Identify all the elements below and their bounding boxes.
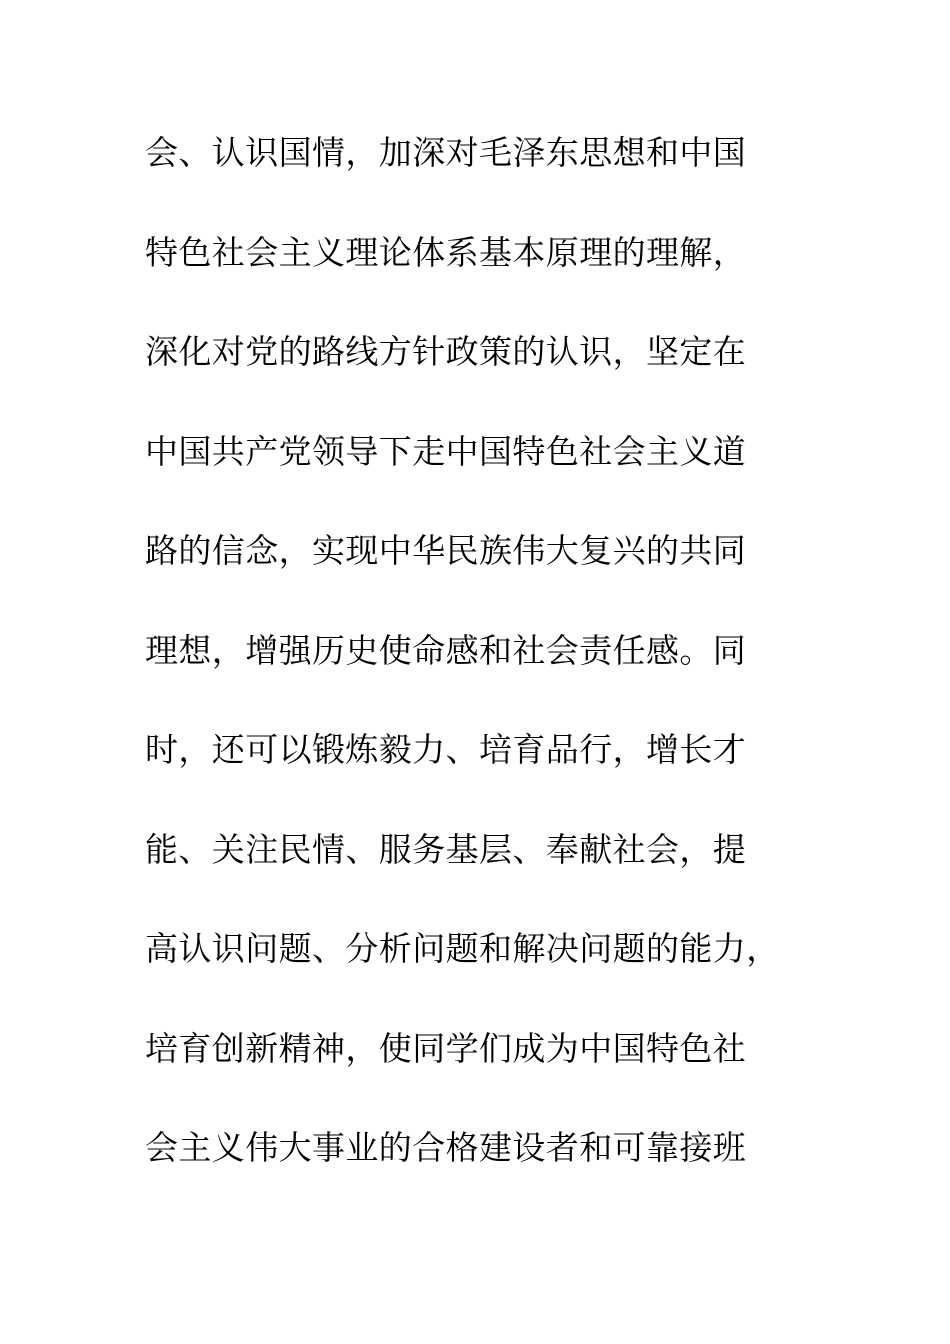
text-line-1: 会、认识国情，加深对毛泽东思想和中国	[145, 133, 747, 172]
text-line-10: 培育创新精神，使同学们成为中国特色社	[145, 1028, 747, 1068]
text-line-9: 高认识问题、分析问题和解决问题的能力，	[145, 929, 780, 968]
text-line-4: 中国共产党领导下走中国特色社会主义道	[145, 431, 747, 471]
text-line-5: 路的信念，实现中华民族伟大复兴的共同	[145, 531, 747, 570]
text-line-6: 理想，增强历史使命感和社会责任感。同	[145, 630, 747, 670]
text-line-8: 能、关注民情、服务基层、奉献社会，提	[145, 829, 747, 869]
text-line-7: 时，还可以锻炼毅力、培育品行，增长才	[145, 730, 747, 769]
text-line-2: 特色社会主义理论体系基本原理的理解，	[145, 232, 747, 272]
body-paragraph	[145, 128, 825, 1223]
text-line-3: 深化对党的路线方针政策的认识，坚定在	[145, 332, 747, 371]
text-line-11: 会主义伟大事业的合格建设者和可靠接班	[145, 1128, 747, 1167]
